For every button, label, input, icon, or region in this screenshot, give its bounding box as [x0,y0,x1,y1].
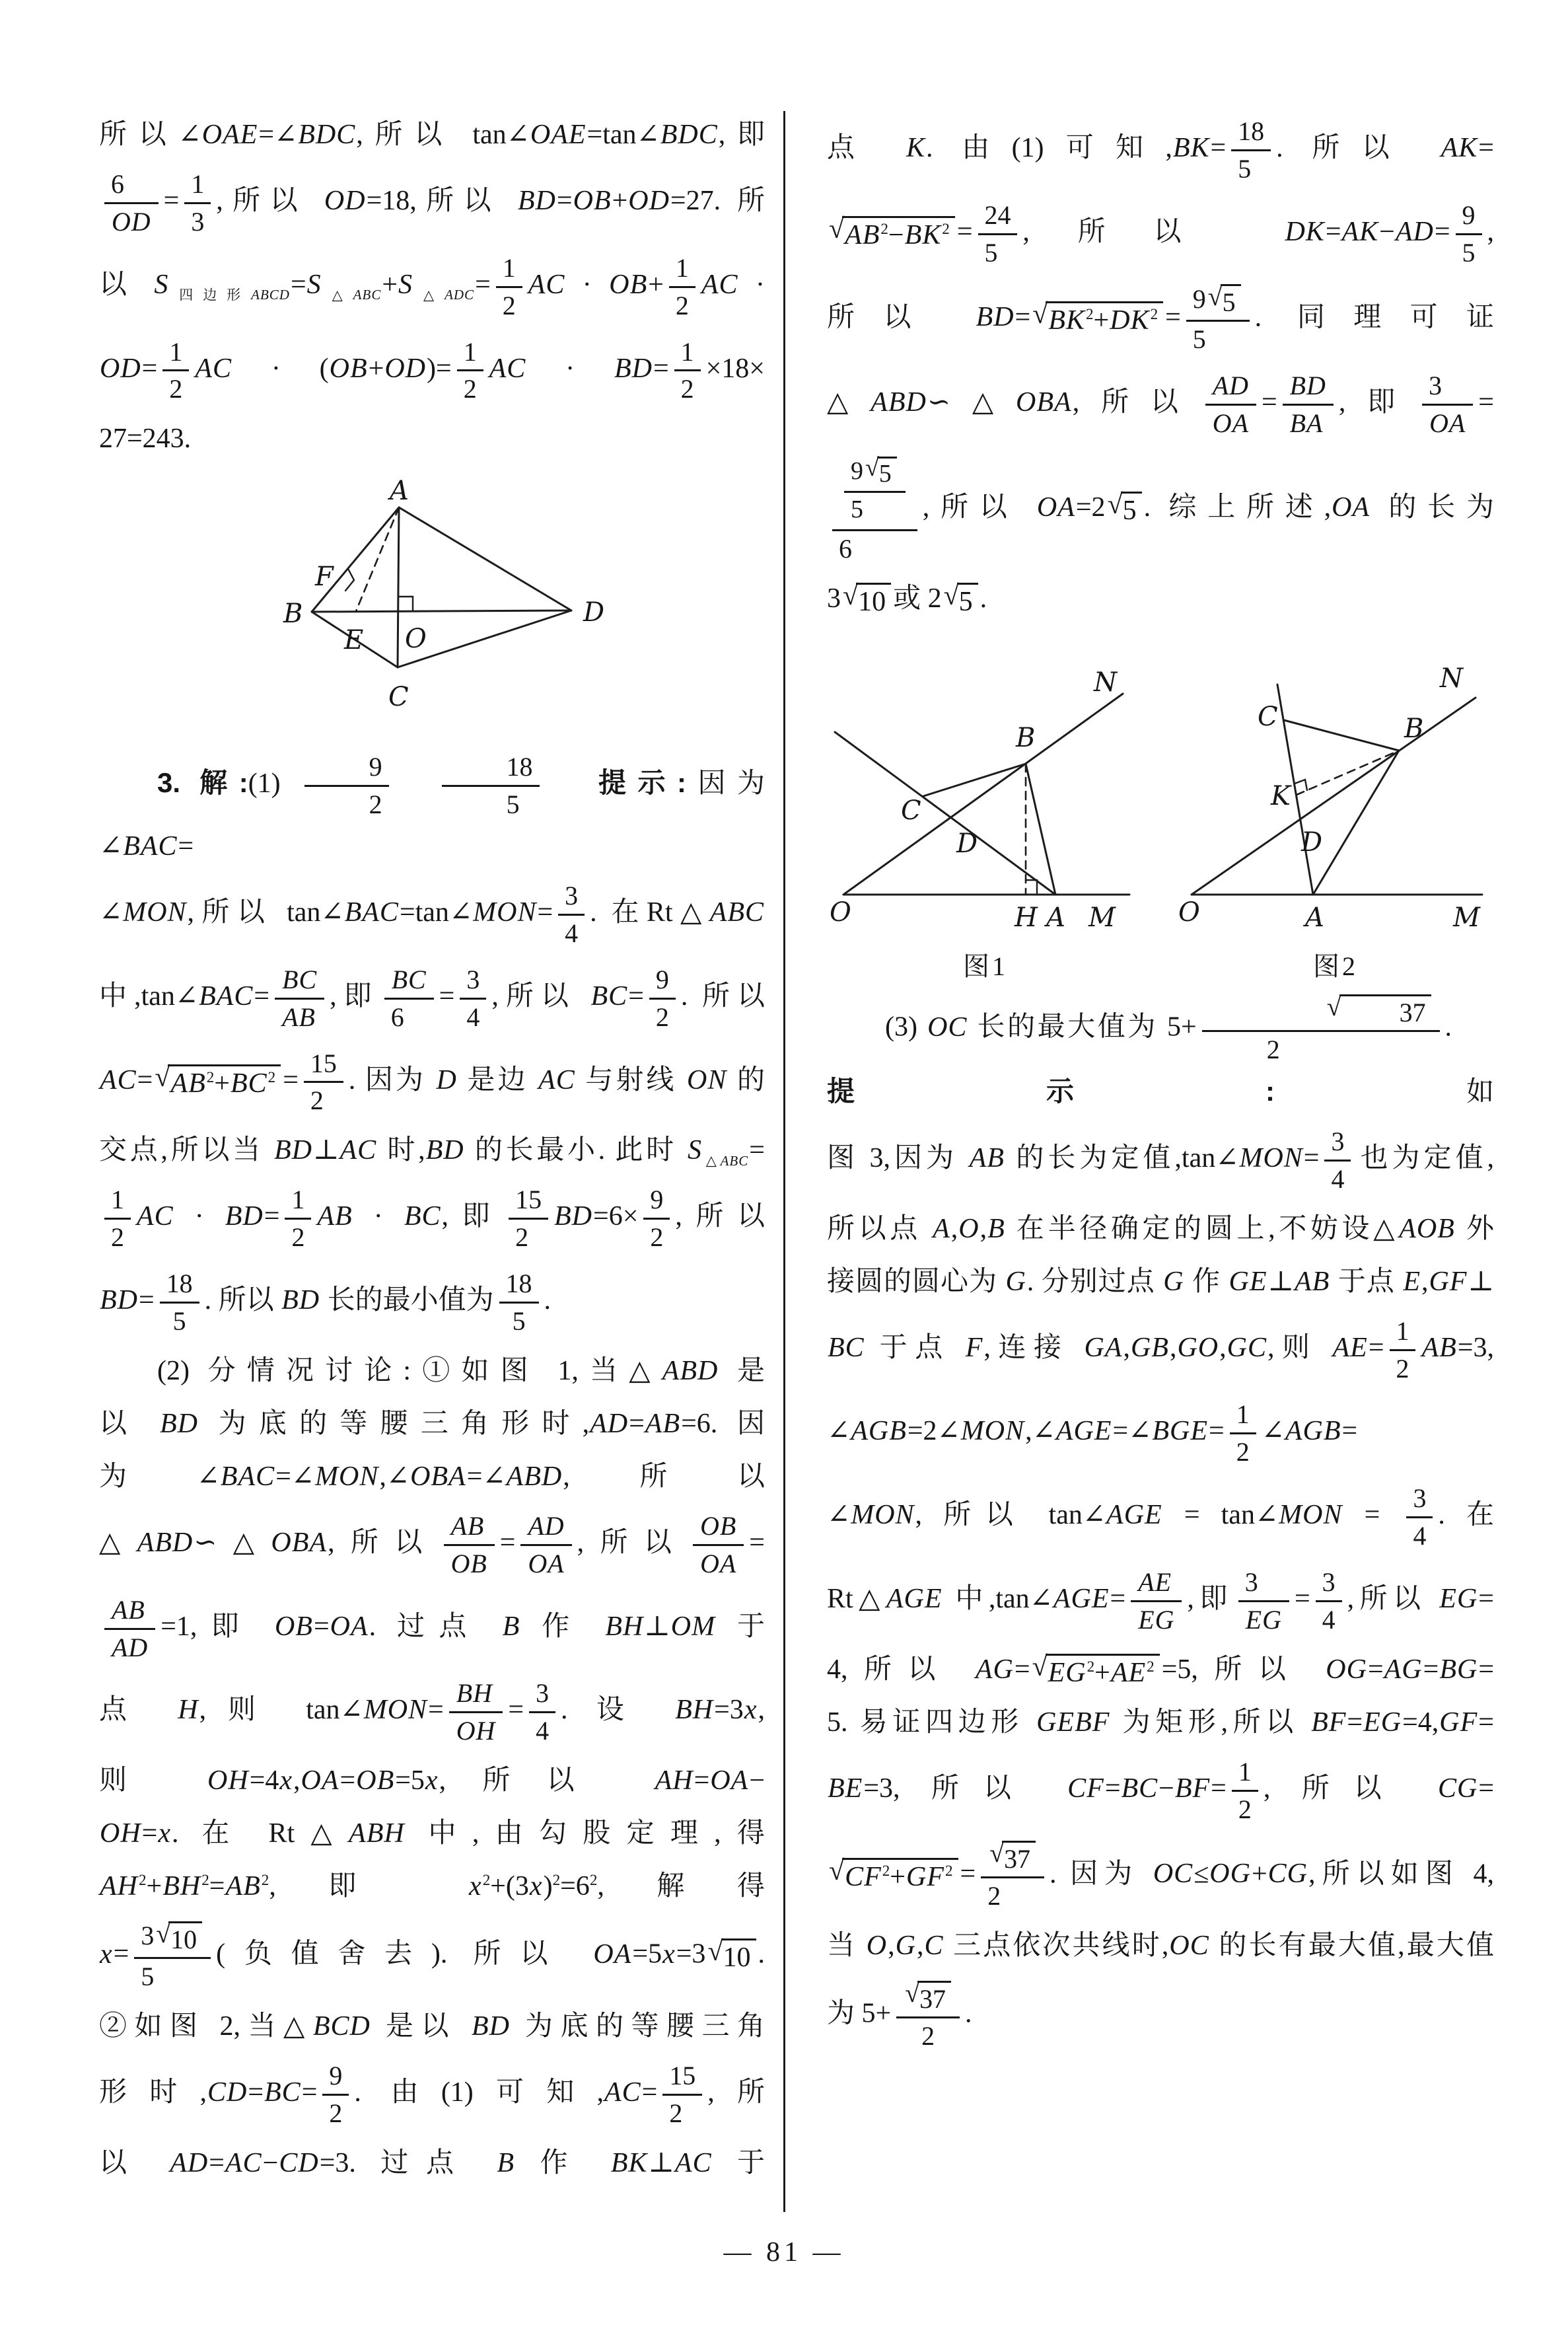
label-c: C [901,795,921,827]
dashed-ae-segment [356,507,399,611]
label-d: D [1301,827,1323,858]
text-line: 4,所以 AG= √ $EG^2+AE^2$ =5,所以 OG=AG=BG= [827,1647,1494,1692]
figure-2-caption: 图2 [1313,951,1358,982]
label-d: D [583,597,605,628]
figure-1-caption: 图1 [963,951,1008,982]
right-angle-at-f [345,569,354,591]
text-line: 9 √ 5 5 6 ,所以 OA=2 √ 5 . 综上所述,OA 的长为 [827,451,1494,568]
figure-1-canvas [827,645,1144,939]
figure-2 [1177,645,1494,983]
text-line: (3) OC 长的最大值为 5+ √ 37 2 .提示:如 [827,992,1494,1107]
text-line: 交点,所以当 BD⊥AC 时,BD 的长最小. 此时 $S_{\triangle ABC}=$ [99,1135,765,1169]
left-text-bottom [99,748,765,2185]
text-line: 所以 BD= √ $BK^2+DK^2$ = 9 √ 5 5 . 同理可证 [827,281,1494,355]
text-line: $\frac{AB}{AD}$ =1,即 OB=OA. 过点 B 作 BH⊥OM 于 [99,1591,765,1667]
text-line: 所以∠OAE=∠BDC,所以 tan∠OAE=tan∠BDC,即 [99,120,765,150]
dashed-kb-segment [1297,751,1399,795]
label-e: E [344,625,364,656]
figure-1 [827,645,1144,983]
text-line: BC 于点 F,连接 GA,GB,GO,GC,则 AE= $\frac{1}{2}$ AB=3, [828,1315,1494,1384]
right-angle-at-h [1026,880,1037,895]
label-a: A [1305,903,1324,934]
label-a: A [1046,903,1065,934]
text-line: 当 O,G,C 三点依次共线时,OC 的长有最大值,最大值 [827,1931,1494,1962]
text-line: 为 5+ √ 37 2 . [827,1978,972,2051]
text-line: 27=243. [99,424,192,455]
label-o: O [1178,897,1200,928]
left-column [99,112,765,2194]
right-column [827,112,1494,2063]
text-line: 为∠BAC=∠MON,∠OBA=∠ABD,所以 [99,1461,765,1492]
text-line: (2) 分情况讨论:①如图 1,当△ABD 是 [157,1355,765,1386]
text-line: 以 AD=AC−CD=3. 过点 B 作 BK⊥AC 于 [99,2147,765,2178]
text-line: $AH^2+BH^2=AB^2$,即 $x^2+(3x)^2=6^2$,解得 [100,1871,765,1902]
text-line: 图 3,因为 AB 的长为定值,tan∠MON= $\frac{3}{4}$ 也为定值, [827,1126,1494,1194]
figure-2-canvas [1177,645,1494,939]
left-text-top [99,112,765,461]
label-o: O [830,897,851,928]
text-line: BD= $\frac{18}{5}$ . 所以 BD 长的最小值为 $\frac{18}{5}$ . [100,1269,551,1336]
label-m: M [1088,903,1116,934]
figure-quadrilateral-abcd [99,476,765,725]
text-line: 3. 解:(1) $\frac{9}{2}$ $\frac{18}{5}$ 提示:因为∠BAC= [99,752,765,862]
label-h: H [1015,903,1038,934]
label-n: N [1094,667,1117,698]
text-line: 以 BD 为底的等腰三角形时,AD=AB=6. 因 [99,1408,765,1439]
text-line: √ $AB^2-BK^2$ = $\frac{24}{5}$ ,所以 DK=AK−AD= $\frac{9}{5}$ , [829,200,1494,268]
text-line: $\frac{6}{OD}$ = $\frac{1}{3}$ ,所以 OD=18,所以 BD=OB+OD=27. 所 [99,165,765,241]
text-line: ∠AGB=2∠MON,∠AGE=∠BGE= $\frac{1}{2}$ ∠AGB= [827,1399,1358,1467]
right-text-bottom [827,990,1494,2055]
label-n: N [1440,663,1463,694]
text-line: Rt△AGE 中,tan∠AGE= $\frac{AE}{EG}$ ,即 $\frac{3}{EG}$ = $\frac{3}{4}$ ,所以 EG= [827,1567,1494,1635]
text-line: △ABD∽△OBA,所以 $\frac{AB}{OB}$ = $\frac{AD}{OA}$ ,所以 $\frac{OB}{OA}$ = [99,1510,765,1578]
text-line: 3 √ 10 或 2 √ 5 . [827,576,1494,621]
label-o: O [405,624,427,655]
text-line: BE=3, 所以 CF=BC−BF= $\frac{1}{2}$ , 所以 CG= [828,1756,1494,1824]
label-m: M [1453,903,1480,934]
column-divider [783,111,785,2212]
label-b: B [1404,714,1424,745]
right-angle-at-k [1295,780,1307,790]
text-line: 中,tan∠BAC= $\frac{BC}{AB}$ ,即 $\frac{BC}{6}$ = $\frac{3}{4}$ ,所以 BC= $\frac{9}{2}$ . 所以 [99,964,765,1032]
label-c: C [1258,702,1278,733]
text-line: 接圆的圆心为 G. 分别过点 G 作 GE⊥AB 于点 E,GF⊥ [827,1266,1494,1297]
text-line: 点 H,则 tan∠MON= $\frac{BH}{OH}$ = $\frac{3}{4}$ . 设 BH=3x, [99,1678,765,1746]
right-text-top [827,112,1494,621]
text-line: ∠MON,所以 tan∠BAC=tan∠MON= $\frac{3}{4}$ . 在Rt△ABC [99,881,764,948]
label-b: B [1016,723,1036,754]
text-line: 则 OH=4x,OA=OB=5x,所以 AH=OA− [99,1765,765,1796]
text-line: 形时,CD=BC= $\frac{9}{2}$ . 由(1)可知,AC= $\frac{15}{2}$ ,所 [99,2061,765,2128]
label-b: B [283,599,303,630]
text-line: AC= √ $AB^2+BC^2$ = $\frac{15}{2}$ . 因为 D 是边 AC 与射线 ON 的 [100,1048,765,1116]
label-d: D [956,829,978,860]
text-line: ②如图 2,当△BCD 是以 BD 为底的等腰三角 [99,2011,765,2042]
figure-row [827,645,1494,983]
text-line: $\frac{1}{2}$ AC · BD= $\frac{1}{2}$ AB · BC,即 $\frac{15}{2}$ BD=6× $\frac{9}{2}$ ,所以 [99,1181,765,1257]
text-line: OD= $\frac{1}{2}$ AC · (OB+OD)= $\frac{1}{2}$ AC · BD= $\frac{1}{2}$ ×18× [100,336,765,404]
figure-quadrilateral-canvas [204,476,660,725]
label-k: K [1271,781,1291,812]
label-c: C [388,682,409,713]
text-line: √ $CF^2+GF^2$ = √ 37 2 . 因为 OC≤OG+CG,所以如图 4, [829,1838,1494,1911]
text-line: △ABD∽△OBA,所以 $\frac{AD}{OA}$ = $\frac{BD}{BA}$ ,即 $\frac{3}{OA}$ = [827,371,1494,439]
text-line: 5. 易证四边形 GEBF 为矩形,所以 BF=EG=4,GF= [827,1707,1494,1738]
label-a: A [390,476,409,507]
text-line: x= 3 √ 10 5 (负值舍去). 所以 OA=5x=3 √ 10 . [100,1919,765,1992]
text-line: 所以点 A,O,B 在半径确定的圆上,不妨设△AOB 外 [827,1213,1494,1244]
text-line: OH=x. 在 Rt△ABH 中,由勾股定理,得 [100,1818,765,1849]
right-angle-at-o [398,597,413,611]
text-line: ∠MON, 所以 tan∠AGE = tan∠MON = $\frac{3}{4}$ . 在 [827,1483,1495,1551]
text-line: 点 K. 由(1)可知,BK= $\frac{18}{5}$ . 所以 AK= [827,116,1494,184]
page-number: — 81 — [723,2237,845,2268]
text-line: 以 $S_{四边形ABCD}=S_{\triangle ABC}+S_{\triangle ADC}=$ $\frac{1}{2}$ AC · OB+ $\frac{1}{2}$ AC · [99,252,765,320]
label-f: F [315,562,334,593]
